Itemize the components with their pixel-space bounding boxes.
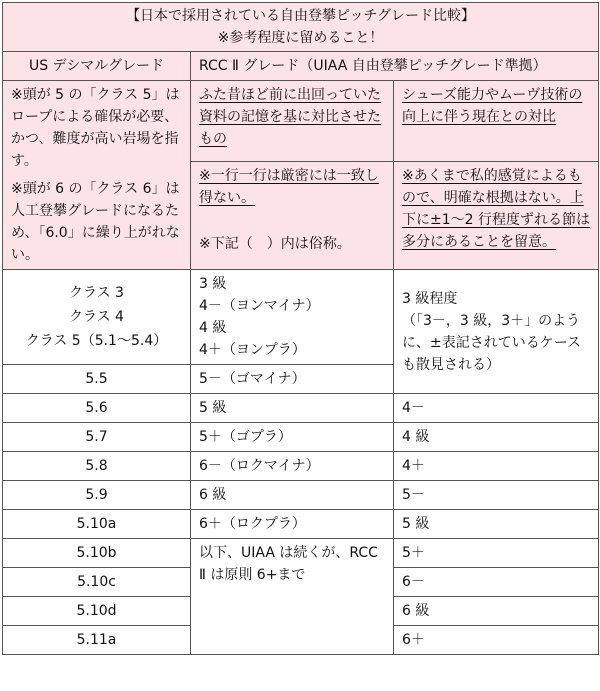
grade-row <box>3 510 599 539</box>
grade-row <box>3 452 599 481</box>
uiaa-grade: 5 級 <box>394 510 599 539</box>
us-note-class5: ※頭が 5 の「クラス 5」はロープによる確保が必要、かつ、難度が高い岩場を指す。 <box>11 87 180 169</box>
header-rcc: RCC Ⅱ グレード（UIAA 自由登攀ピッチグレード準拠） <box>191 52 599 81</box>
rcc-grade-4plus: 4＋（ヨンプラ） <box>199 342 306 358</box>
rcc-group1 <box>191 270 394 365</box>
us-class4: クラス 4 <box>69 309 124 325</box>
us-note-class6: ※頭が 6 の「クラス 6」は人工登攀グレードになるため、「6.0」に繰り上がれない。 <box>11 181 180 263</box>
uiaa-grade-3: 3 級程度 <box>402 290 458 307</box>
us-grade: 5.9 <box>3 481 191 510</box>
us-grade: 5.8 <box>3 452 191 481</box>
rcc-merged-note: 以下、UIAA は続くが、RCC Ⅱ は原則 6+まで <box>191 539 394 655</box>
grade-comparison-table <box>2 2 599 655</box>
us-notes <box>3 81 191 270</box>
uiaa-grade: 6＋ <box>394 626 599 655</box>
rcc-grade-4: 4 級 <box>199 320 227 336</box>
grade-row <box>3 394 599 423</box>
us-class3: クラス 3 <box>69 285 124 301</box>
us-grade: 5.10a <box>3 510 191 539</box>
uiaa-grade: 4 級 <box>394 423 599 452</box>
uiaa-grade: 4＋ <box>394 452 599 481</box>
uiaa-grade: 6 級 <box>394 597 599 626</box>
uiaa-group1 <box>394 270 599 394</box>
uiaa-note-modern-text: シューズ能力やムーヴ技術の向上に伴う現在との対比 <box>402 87 583 125</box>
rcc-note-source <box>191 81 394 162</box>
group1-row <box>3 270 599 365</box>
rcc-note-nickname: ※下記（ ）内は俗称。 <box>199 236 351 253</box>
us-grade: 5.10c <box>3 568 191 597</box>
uiaa-note-personal <box>394 162 599 270</box>
rcc-grade: 5－（ゴマイナ） <box>191 365 394 394</box>
rcc-note-source-text: ふた昔ほど前に出回っていた資料の記憶を基に対比させたもの <box>199 87 381 147</box>
title-row <box>3 3 599 52</box>
rcc-grade: 6＋（ロクプラ） <box>191 510 394 539</box>
rcc-grade: 5＋（ゴプラ） <box>191 423 394 452</box>
us-class5: クラス 5（5.1～5.4） <box>25 333 168 349</box>
us-grade: 5.10d <box>3 597 191 626</box>
us-grade: 5.7 <box>3 423 191 452</box>
header-row <box>3 52 599 81</box>
uiaa-grade: 4－ <box>394 394 599 423</box>
rcc-grade-4minus: 4－（ヨンマイナ） <box>199 298 320 314</box>
rcc-grade: 6－（ロクマイナ） <box>191 452 394 481</box>
uiaa-grade: 5＋ <box>394 539 599 568</box>
title-line1: 【日本で採用されている自由登攀ピッチグレード比較】 <box>126 8 475 24</box>
rcc-grade: 6 級 <box>191 481 394 510</box>
us-grade: 5.6 <box>3 394 191 423</box>
us-grade: 5.10b <box>3 539 191 568</box>
grade-row <box>3 481 599 510</box>
grade-row <box>3 423 599 452</box>
us-grade: 5.11a <box>3 626 191 655</box>
notes-row-1 <box>3 81 599 162</box>
grade-row <box>3 539 599 568</box>
uiaa-grade: 5－ <box>394 481 599 510</box>
title-line2: ※参考程度に留めること！ <box>217 30 384 46</box>
rcc-note-strict: ※一行一行は厳密には一致し得ない。 <box>199 168 379 207</box>
uiaa-note-personal-text: ※あくまで私的感覚によるもので、明確な根拠はない。上下に±1～2 行程度ずれる節は多分にあることを留意。 <box>402 168 590 251</box>
header-us: US デシマルグレード <box>3 52 191 81</box>
uiaa-grade: 6－ <box>394 568 599 597</box>
rcc-grade: 5 級 <box>191 394 394 423</box>
rcc-grade-3: 3 級 <box>199 276 227 292</box>
rcc-notes <box>191 162 394 270</box>
us-group1 <box>3 270 191 365</box>
uiaa-grade-3-note: （「3－，3 級，3＋」のように、±表記されているケースも散見される） <box>402 312 582 373</box>
uiaa-note-modern <box>394 81 599 162</box>
us-grade: 5.5 <box>3 365 191 394</box>
table-title <box>3 3 599 52</box>
